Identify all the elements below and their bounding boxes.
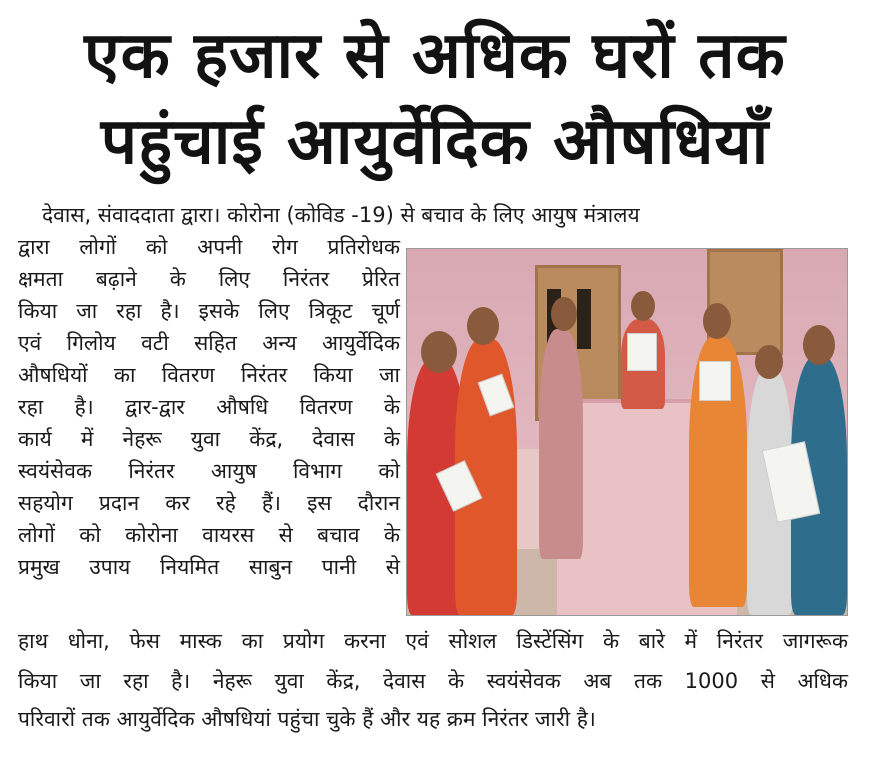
photo-person-head [803,325,835,365]
article-line: देवास, संवाददाता द्वारा। कोरोना (कोविड -19) से बचाव के लिए आयुष मंत्रालय [42,203,640,227]
article-line: द्वारा लोगों को अपनी रोग प्रतिरोधक [18,235,400,259]
headline-line-1: एक हजार से अधिक घरों तक [84,19,786,93]
photo-person-head [631,291,655,321]
article-line: एवं गिलोय वटी सहित अन्य आयुर्वेदिक [18,331,400,355]
article-line: प्रमुख उपाय नियमित साबुन पानी से [18,555,400,579]
photo-window-bar [577,289,591,349]
article-line: स्वयंसेवक निरंतर आयुष विभाग को [18,459,400,483]
article-line: हाथ धोना, फेस मास्क का प्रयोग करना एवं सोशल डिस्टेंसिंग के बारे में निरंतर जागरूक [18,629,848,653]
article-line: क्षमता बढ़ाने के लिए निरंतर प्रेरित [18,267,400,291]
article-line: कार्य में नेहरू युवा केंद्र, देवास के [18,427,400,451]
photo-person [539,329,583,559]
photo-person-head [467,307,499,345]
photo-person-head [703,303,731,339]
article-line: सहयोग प्रदान कर रहे हैं। इस दौरान [18,491,400,515]
headline-line-2: पहुंचाई आयुर्वेदिक औषधियाँ [100,105,770,179]
photo-person-head [421,331,457,373]
article-line: औषधियों का वितरण निरंतर किया जा [18,363,400,387]
article-line: रहा है। द्वार-द्वार औषधि वितरण के [18,395,400,419]
photo-person-head [551,297,577,331]
photo-person-head [755,345,783,379]
photo-pamphlet [699,361,731,401]
article-line: किया जा रहा है। इसके लिए त्रिकूट चूर्ण [18,299,400,323]
article-line: परिवारों तक आयुर्वेदिक औषधियां पहुंचा चुके हैं और यह क्रम निरंतर जारी है। [18,707,596,731]
article-line: लोगों को कोरोना वायरस से बचाव के [18,523,400,547]
article-line: किया जा रहा है। नेहरू युवा केंद्र, देवास के स्वयंसेवक अब तक 1000 से अधिक [18,669,848,693]
photo-pamphlet [627,333,657,371]
news-photo [406,248,848,616]
